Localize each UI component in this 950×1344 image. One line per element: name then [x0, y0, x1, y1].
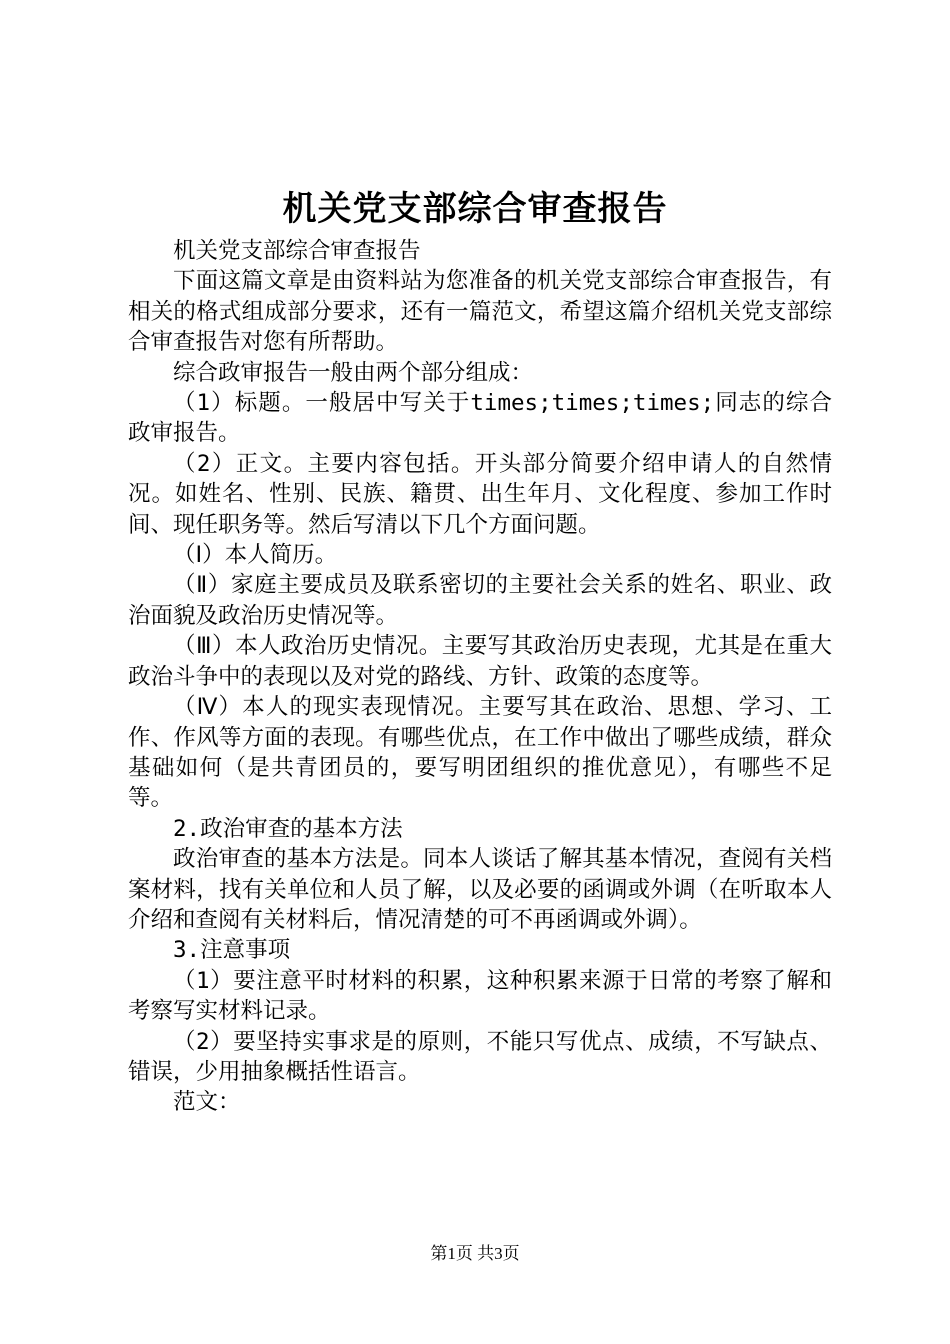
paragraph: 综合政审报告一般由两个部分组成： [173, 359, 534, 386]
paragraph: （Ⅳ）本人的现实表现情况。主要写其在政治、思想、学习、工作、作风等方面的表现。有哪些优点，在工作中做出了哪些成绩，群众基础如何（是共青团员的，要写明团组织的推优意见），有哪些不足等。 [128, 694, 832, 812]
page-number: 第1页 共3页 [430, 1244, 520, 1263]
document-title: 机关党支部综合审查报告 [282, 189, 668, 229]
paragraph: 范文： [173, 1089, 241, 1116]
paragraph: （1）标题。一般居中写关于times;times;times;同志的综合政审报告。 [128, 390, 832, 447]
section-heading: 2.政治审查的基本方法 [173, 815, 403, 842]
paragraph: （2）要坚持实事求是的原则，不能只写优点、成绩，不写缺点、错误，少用抽象概括性语言。 [128, 1028, 832, 1085]
section-heading: 3.注意事项 [173, 937, 291, 964]
paragraph: （1）要注意平时材料的积累，这种积累来源于日常的考察了解和考察写实材料记录。 [128, 967, 832, 1025]
paragraph: 政治审查的基本方法是。同本人谈话了解其基本情况，查阅有关档案材料，找有关单位和人员了解，以及必要的函调或外调（在听取本人介绍和查阅有关材料后，情况清楚的可不再函调或外调）。 [128, 846, 832, 933]
paragraph: （Ⅱ）家庭主要成员及联系密切的主要社会关系的姓名、职业、政治面貌及政治历史情况等。 [128, 572, 832, 629]
paragraph: 机关党支部综合审查报告 [173, 238, 421, 264]
paragraph: （Ⅰ）本人简历。 [173, 542, 338, 569]
paragraph: （2）正文。主要内容包括。开头部分简要介绍申请人的自然情况。如姓名、性别、民族、籍贯、出生年月、文化程度、参加工作时间、现任职务等。然后写清以下几个方面问题。 [128, 450, 832, 538]
paragraph: 下面这篇文章是由资料站为您准备的机关党支部综合审查报告，有相关的格式组成部分要求，还有一篇范文，希望这篇介绍机关党支部综合审查报告对您有所帮助。 [128, 268, 832, 356]
paragraph: （Ⅲ）本人政治历史情况。主要写其政治历史表现，尤其是在重大政治斗争中的表现以及对党的路线、方针、政策的态度等。 [128, 633, 832, 690]
document-body [128, 236, 832, 1118]
